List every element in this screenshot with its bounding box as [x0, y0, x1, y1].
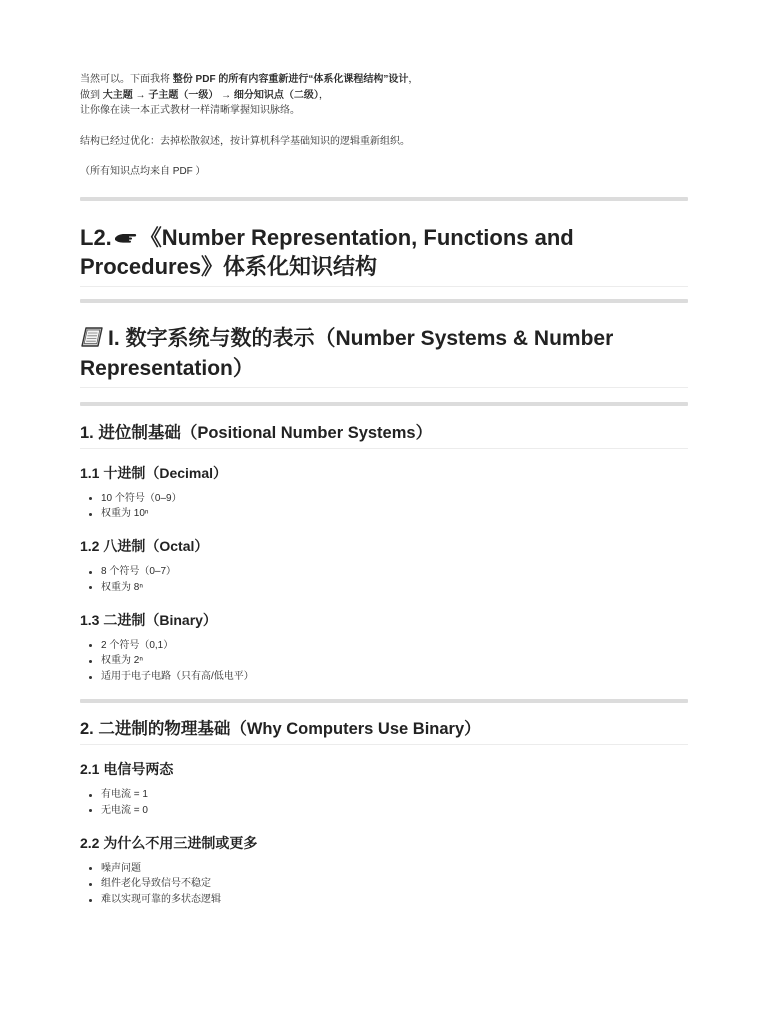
part-title: I. 数字系统与数的表示（Number Systems & Number Representation） [80, 326, 614, 380]
pointing-hand-icon [114, 226, 138, 253]
book-icon [80, 326, 104, 355]
list-item: 权重为 2ⁿ [101, 653, 688, 669]
list-item: 2 个符号（0,1） [101, 638, 688, 654]
divider [80, 197, 688, 201]
part-heading [80, 325, 688, 382]
list-item: 权重为 8ⁿ [101, 580, 688, 596]
divider [80, 299, 688, 303]
item-list [80, 564, 688, 596]
part-underline [80, 387, 688, 388]
intro-bold-text: 整份 PDF 的所有内容重新进行“体系化课程结构”设计 [172, 74, 409, 85]
section-heading-1: 1. 进位制基础（Positional Number Systems） [80, 423, 433, 442]
page-title [80, 224, 688, 280]
intro-line-3: 让你像在读一本正式教材一样清晰掌握知识脉络。 [80, 105, 300, 116]
title-prefix: L2. [80, 224, 112, 250]
subsection-heading-1-2: 1.2 八进制（Octal） [80, 538, 209, 555]
item-list [80, 638, 688, 685]
list-item: 组件老化导致信号不稳定 [101, 876, 688, 892]
title-underline [80, 286, 688, 287]
document-content [80, 72, 688, 908]
list-item: 权重为 10ⁿ [101, 506, 688, 522]
subsection-heading-1-1: 1.1 十进制（Decimal） [80, 464, 228, 481]
item-list [80, 491, 688, 523]
intro-text: 当然可以。下面我将 [80, 74, 173, 85]
intro-line-1 [80, 72, 688, 88]
section-underline [80, 448, 688, 449]
intro-text: 做到 [80, 89, 103, 101]
subsection-heading-1-3: 1.3 二进制（Binary） [80, 611, 217, 628]
intro-text: ， [408, 74, 419, 85]
list-item: 10 个符号（0–9） [101, 491, 688, 507]
list-item: 难以实现可靠的多状态逻辑 [101, 892, 688, 908]
item-list [80, 861, 688, 908]
divider [80, 699, 688, 703]
section-underline [80, 744, 688, 745]
list-item: 有电流 = 1 [101, 787, 688, 803]
list-item: 无电流 = 0 [101, 803, 688, 819]
list-item: 适用于电子电路（只有高/低电平） [101, 669, 688, 685]
list-item: 噪声问题 [101, 861, 688, 877]
intro-line-5: （所有知识点均来自 PDF ） [80, 166, 206, 177]
intro-bold-text: 大主题 → 子主题（一级） → 细分知识点（二级） [102, 89, 319, 101]
intro-line-2 [80, 88, 688, 104]
intro-line-4: 结构已经过优化：去掉松散叙述，按计算机科学基础知识的逻辑重新组织。 [80, 135, 410, 147]
intro-text: ， [318, 89, 329, 101]
list-item: 8 个符号（0–7） [101, 564, 688, 580]
item-list [80, 787, 688, 819]
intro-block [80, 72, 688, 180]
divider [80, 402, 688, 406]
subsection-heading-2-2: 2.2 为什么不用三进制或更多 [80, 834, 258, 851]
subsection-heading-2-1: 2.1 电信号两态 [80, 761, 174, 778]
title-text: 《Number Representation, Functions and Procedures》体系化知识结构 [80, 224, 574, 279]
section-heading-2: 2. 二进制的物理基础（Why Computers Use Binary） [80, 720, 481, 739]
